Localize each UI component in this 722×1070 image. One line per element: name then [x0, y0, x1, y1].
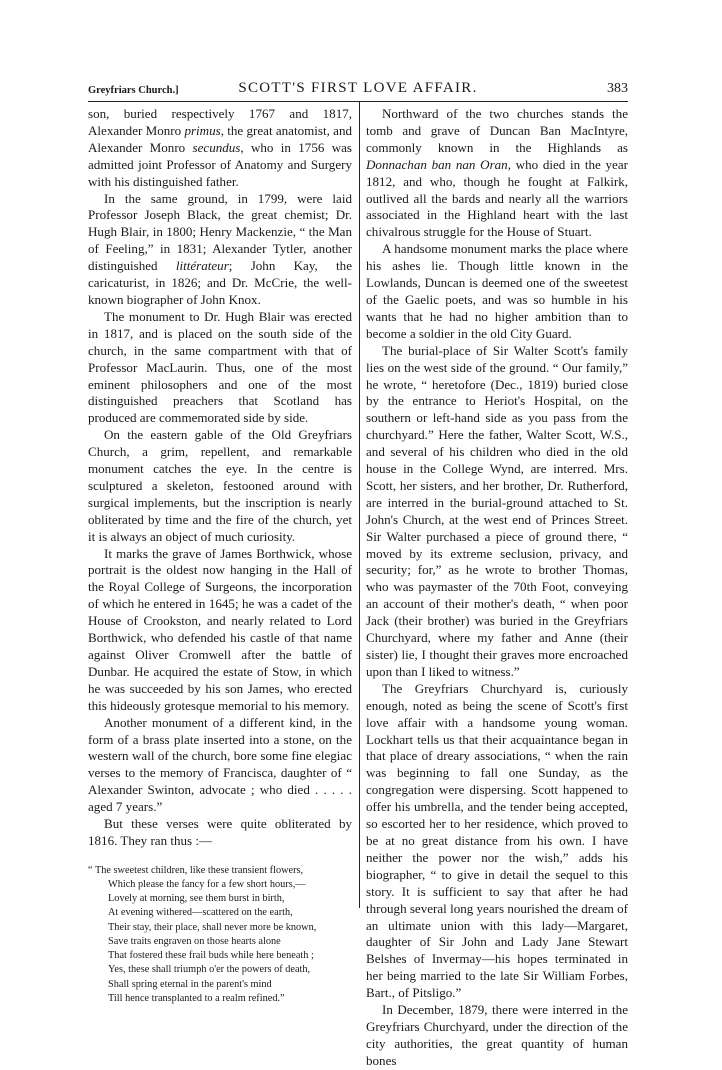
poem-line: Yes, these shall triumph o'er the powers of death, [108, 964, 311, 976]
poem-line: Till hence transplanted to a realm refined.” [108, 992, 285, 1004]
page-title: SCOTT'S FIRST LOVE AFFAIR. [238, 80, 478, 96]
poem-line: Which please the fancy for a few short hours,— [108, 879, 306, 891]
paragraph: In the same ground, in 1799, were laid Professor Joseph Black, the great chemist; Dr. Hugh Blair, in 1800; Henry Mackenzie, “ the Man of Feeling,” in 1831; Alexander Tytler, another distinguished littérateur; John Kay, the caricaturist, in 1826; and Dr. McCrie, the well-known biographer of John Knox. [88, 190, 352, 307]
left-column [88, 106, 352, 1006]
section-label: Greyfriars Church.] [88, 85, 179, 96]
poem-line: Lovely at morning, see them burst in birth, [108, 893, 285, 905]
right-column [366, 106, 628, 1070]
poem-line: Shall spring eternal in the parent's mind [108, 978, 272, 990]
paragraph: It marks the grave of James Borthwick, whose portrait is the oldest now hanging in the Hall of the Royal College of Surgeons, the incorporation of which he entered in 1645; he was a cadet of the House of Crookston, and nearly related to Lord Borthwick, who defended his castle of that name against Oliver Cromwell after the battle of Dunbar. He acquired the estate of Stow, in which he was succeeded by his son James, who erected this hideously grotesque memorial to his memory. [88, 545, 352, 713]
paragraph: But these verses were quite obliterated by 1816. They ran thus :— [88, 816, 352, 848]
poem-line: “ The sweetest children, like these transient flowers, [88, 864, 304, 876]
poem-line: Save traits engraven on those hearts alone [108, 935, 281, 947]
elegiac-poem [88, 864, 352, 1006]
header-rule [88, 101, 628, 102]
paragraph: The Greyfriars Churchyard is, curiously enough, noted as being the scene of Scott's first love affair with a handsome young woman. Lockhart tells us that their acquaintance began in that place of dreary associations, “ when the rain was beginning to fall one Sunday, as the congregation were dispersing. Scott happened to offer his umbrella, and the tender being accepted, so escorted her to her residence, which proved to be at no great distance from his own. I have neither the power nor the wish,” adds his biographer, “ to give in detail the sequel to this story. It is sufficient to say that after he had through several long years nourished the dream of an ultimate union with this lady—Margaret, daughter of Sir John and Lady Jane Stewart Belshes of Invermay—his hopes terminated in her being married to the late Sir William Forbes, Bart., of Pitsligo.” [366, 680, 628, 1001]
paragraph: In December, 1879, there were interred in the Greyfriars Churchyard, under the direction of the city authorities, the great quantity of human bones [366, 1002, 628, 1068]
poem-line: That fostered these frail buds while here beneath ; [108, 950, 314, 962]
paragraph: Northward of the two churches stands the tomb and grave of Duncan Ban MacIntyre, commonly known in the Highlands as Donnachan ban nan Oran, who died in the year 1812, and who, though he fought at Falkirk, outlived all the bards and nearly all the warriors associated in the Highland heart with the last chivalrous struggle for the House of Stuart. [366, 106, 628, 240]
paragraph: The monument to Dr. Hugh Blair was erected in 1817, and is placed on the south side of the church, in the same compartment with that of Professor MacLaurin. Thus, one of the most eminent philosophers and one of the most distinguished preachers that Scotland has produced are commemorated side by side. [88, 308, 352, 426]
column-divider [359, 102, 360, 908]
paragraph: The burial-place of Sir Walter Scott's family lies on the west side of the ground. “ Our family,” he wrote, “ heretofore (Dec., 1819) buried close by the entrance to Heriot's Hospital, on the southern or left-hand side as you pass from the churchyard.” Here the father, Walter Scott, W.S., and several of his children who died in the old house in the College Wynd, are interred. Mrs. Scott, her sisters, and her brother, Dr. Rutherford, are interred in the burial-ground attached to St. John's Church, at the west end of Princes Street. Sir Walter purchased a piece of ground there, “ moved by its extreme seclusion, privacy, and security; for,” as he wrote to brother Thomas, who was paymaster of the 70th Foot, conveying an account of their mother's death, “ when poor Jack (their brother) was buried in the Greyfriars Churchyard, where my father and Anne (their sister) lie, I thought their graves more encroached upon than I liked to witness.” [366, 342, 628, 679]
poem-line: At evening withered—scattered on the earth, [108, 907, 293, 919]
poem-line: Their stay, their place, shall never more be known, [108, 921, 317, 933]
running-header [88, 80, 628, 100]
paragraph: son, buried respectively 1767 and 1817, Alexander Monro primus, the great anatomist, and Alexander Monro secundus, who in 1756 was admitted joint Professor of Anatomy and Surgery with his distinguished father. [88, 106, 352, 189]
paragraph: On the eastern gable of the Old Greyfriars Church, a grim, repellent, and remarkable monument catches the eye. In the centre is sculptured a skeleton, festooned around with surgical implements, but the inscription is nearly obliterated by time and the fire of the church, yet it is always an object of much curiosity. [88, 427, 352, 544]
paragraph: A handsome monument marks the place where his ashes lie. Though little known in the Lowlands, Duncan is deemed one of the sweetest of the Gaelic poets, and was so humble in his wants that he had no higher ambition than to become a soldier in the old City Guard. [366, 241, 628, 341]
page-number: 383 [607, 81, 628, 96]
paragraph: Another monument of a different kind, in the form of a brass plate inserted into a stone, on the western wall of the church, bore some fine elegiac verses to the memory of Francisca, daughter of “ Alexander Swinton, advocate ; who died . . . . . aged 7 years.” [88, 714, 352, 815]
